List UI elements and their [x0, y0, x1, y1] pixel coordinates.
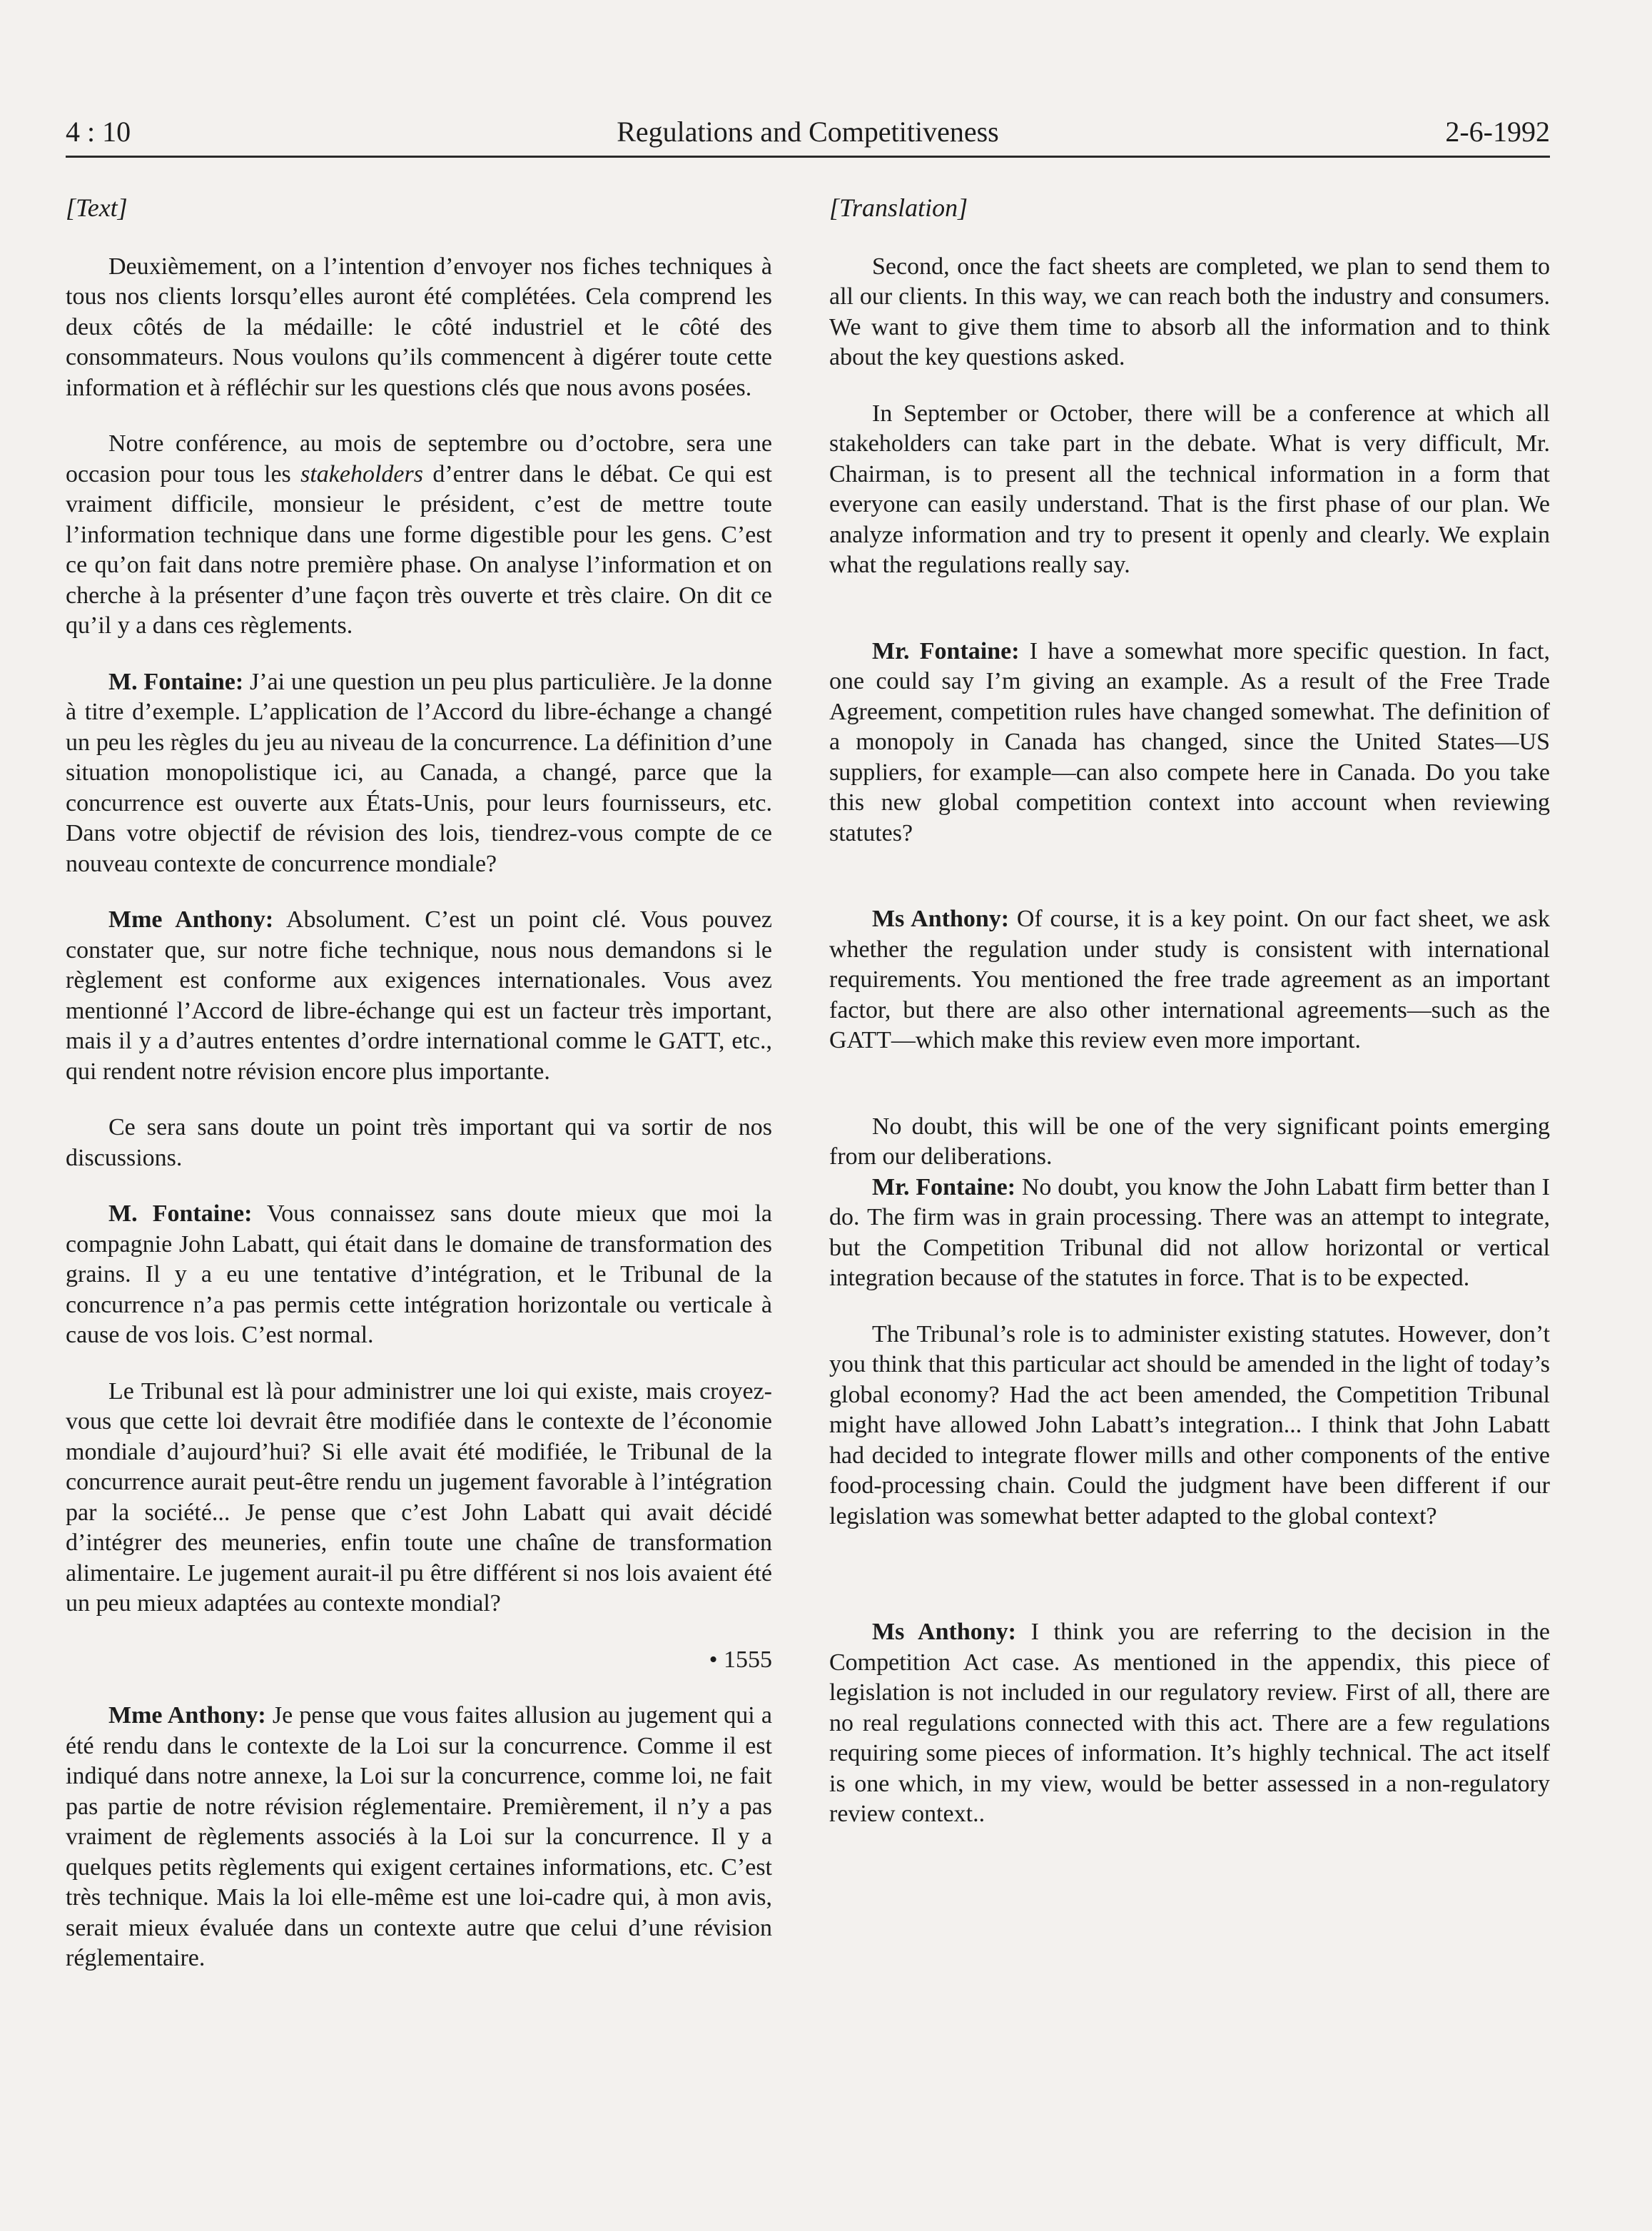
- speaker-name: M. Fontaine:: [108, 668, 244, 695]
- speech-paragraph: [829, 637, 1550, 849]
- speech-text: Je pense que vous faites allusion au jugement qui a été rendu dans le contexte de la Loi sur la concurrence. Comme il est indiqué dans notre annexe, la Loi sur la concurrence, comme loi, ne fait pas partie de notre révision réglementaire. Premièrement, il n’y a pas vraiment de règlements associés à la Loi sur la concurrence. Il y a quelques petits règlements qui exigent certaines informations, etc. C’est très technique. Mais la loi elle-même est une loi-cadre qui, à mon avis, serait mieux évaluée dans un contexte autre que celui d’une révision réglementaire.: [66, 1702, 772, 1971]
- paragraph: Deuxièmement, on a l’intention d’envoyer nos fiches techniques à tous nos clients lorsqu’elles auront été complétées. Cela comprend les deux côtés de la médaille: le côté industriel et le côté des consommateurs. Nous voulons qu’ils commencent à digérer toute cette information et à réfléchir sur les questions clés que nous avons posées.: [66, 253, 772, 401]
- time-marker: • 1555: [709, 1646, 772, 1673]
- speech-paragraph: [66, 905, 772, 1087]
- paragraph: Le Tribunal est là pour administrer une loi qui existe, mais croyez-vous que cette loi devrait être modifiée dans le contexte de l’économie mondiale d’aujourd’hui? Si elle avait été modifiée, le Tribunal de la concurrence aurait peut-être rendu un jugement favorable à l’intégration par la société... Je pense que c’est John Labatt qui avait décidé d’intégrer des meuneries, enfin toute une chaîne de transformation alimentaire. Le jugement aurait-il pu être différent si nos lois avaient été un peu mieux adaptées au contexte mondial?: [66, 1377, 772, 1617]
- speech-text: No doubt, you know the John Labatt firm better than I do. The firm was in grain processing. There was an attempt to integrate, but the Competition Tribunal did not allow horizontal or vertical integration because of the statutes in force. That is to be expected.: [829, 1173, 1550, 1291]
- speaker-name: Mme Anthony:: [108, 906, 274, 933]
- paragraph: No doubt, this will be one of the very significant points emerging from our deliberations.: [829, 1113, 1550, 1170]
- emphasis: stakeholders: [300, 460, 423, 487]
- speaker-name: Ms Anthony:: [872, 1619, 1016, 1645]
- paragraph: [66, 429, 772, 642]
- column-tag: [Translation]: [829, 193, 968, 222]
- speech-paragraph: [66, 667, 772, 880]
- running-title: Regulations and Competitiveness: [617, 116, 999, 148]
- speech-text: I have a somewhat more specific question. In fact, one could say I’m giving an example. As a result of the Free Trade Agreement, competition rules have changed somewhat. The definition of a monopoly in Canada has changed, since the United States—US suppliers, for example—can also compete here in Canada. Do you take this new global competition context into account when reviewing statutes?: [829, 637, 1550, 846]
- speech-paragraph: [829, 1173, 1550, 1294]
- speaker-name: Mr. Fontaine:: [872, 637, 1020, 664]
- speech-text: Absolument. C’est un point clé. Vous pouvez constater que, sur notre fiche technique, nous nous demandons si le règlement est conforme aux exigences internationales. Vous avez mentionné l’Accord de libre-échange qui est un facteur très important, mais il y a d’autres ententes d’ordre international comme le GATT, etc., qui rendent notre révision encore plus importante.: [66, 906, 772, 1085]
- speaker-name: M. Fontaine:: [108, 1200, 253, 1227]
- speaker-name: Mr. Fontaine:: [872, 1173, 1016, 1200]
- page-number: 4 : 10: [66, 116, 131, 148]
- speech-text: Vous connaissez sans doute mieux que moi la compagnie John Labatt, qui était dans le domaine de transformation des grains. Il y a eu une tentative d’intégration, et le Tribunal de la concurrence n’a pas permis cette intégration horizontale ou verticale à cause de vos lois. C’est normal.: [66, 1200, 772, 1348]
- speech-paragraph: [829, 904, 1550, 1056]
- speech-paragraph: [66, 1199, 772, 1351]
- speech-text: Of course, it is a key point. On our fact sheet, we ask whether the regulation under study is consistent with international requirements. You mentioned the free trade agreement as an important factor, but there are also other international agreements—such as the GATT—which make this review even more important.: [829, 906, 1550, 1053]
- speech-paragraph: [66, 1701, 772, 1974]
- column-tag: [Text]: [66, 193, 128, 222]
- paragraph: Second, once the fact sheets are completed, we plan to send them to all our clients. In this way, we can reach both the industry and consumers. We want to give them time to absorb all the information and to think about the key questions asked.: [829, 253, 1550, 370]
- text-run: d’entrer dans le débat. Ce qui est vraiment difficile, monsieur le président, c’est de mettre toute l’information technique dans une forme digestible pour les gens. C’est ce qu’on fait dans notre première phase. On analyse l’information et on cherche à la présenter d’une façon très ouverte et très claire. On dit ce qu’il y a dans ces règlements.: [66, 460, 772, 639]
- text-run: Notre conférence, au mois de septembre ou d’octobre, sera une occasion pour tous les: [66, 430, 772, 487]
- paragraph: Ce sera sans doute un point très important qui va sortir de nos discussions.: [66, 1114, 772, 1171]
- speaker-name: Mme Anthony:: [108, 1702, 266, 1729]
- english-column: [829, 193, 1550, 1830]
- speaker-name: Ms Anthony:: [872, 906, 1010, 932]
- french-column: [66, 193, 772, 1974]
- paragraph: In September or October, there will be a conference at which all stakeholders can take part in the debate. What is very difficult, Mr. Chairman, is to present all the technical information in a form that everyone can easily understand. That is the first phase of our plan. We analyze information and try to present it openly and clearly. We explain what the regulations really say.: [829, 400, 1550, 578]
- speech-paragraph: [829, 1617, 1550, 1830]
- header-date: 2-6-1992: [1445, 116, 1550, 148]
- running-header: [66, 100, 1550, 158]
- speech-text: I think you are referring to the decision in the Competition Act case. As mentioned in the appendix, this piece of legislation is not included in our regulatory review. First of all, there are no real regulations connected with this act. There are a few regulations requiring some pieces of information. It’s highly technical. The act itself is one which, in my view, would be better assessed in a non-regulatory review context..: [829, 1619, 1550, 1827]
- speech-text: J’ai une question un peu plus particulière. Je la donne à titre d’exemple. L’application de l’Accord du libre-échange a changé un peu les règles du jeu au niveau de la concurrence. La définition d’une situation monopolistique ici, au Canada, a changé, parce que la concurrence est ouverte aux États-Unis, pour leurs fournisseurs, etc. Dans votre objectif de révision des lois, tiendrez-vous compte de ce nouveau contexte de concurrence mondiale?: [66, 668, 772, 877]
- paragraph: The Tribunal’s role is to administer existing statutes. However, don’t you think that this particular act should be amended in the light of today’s global economy? Had the act been amended, the Competition Tribunal might have allowed John Labatt’s integration... I think that John Labatt had decided to integrate flower mills and other components of the entive food-processing chain. Could the judgment have been different if our legislation was somewhat better adapted to the global context?: [829, 1320, 1550, 1529]
